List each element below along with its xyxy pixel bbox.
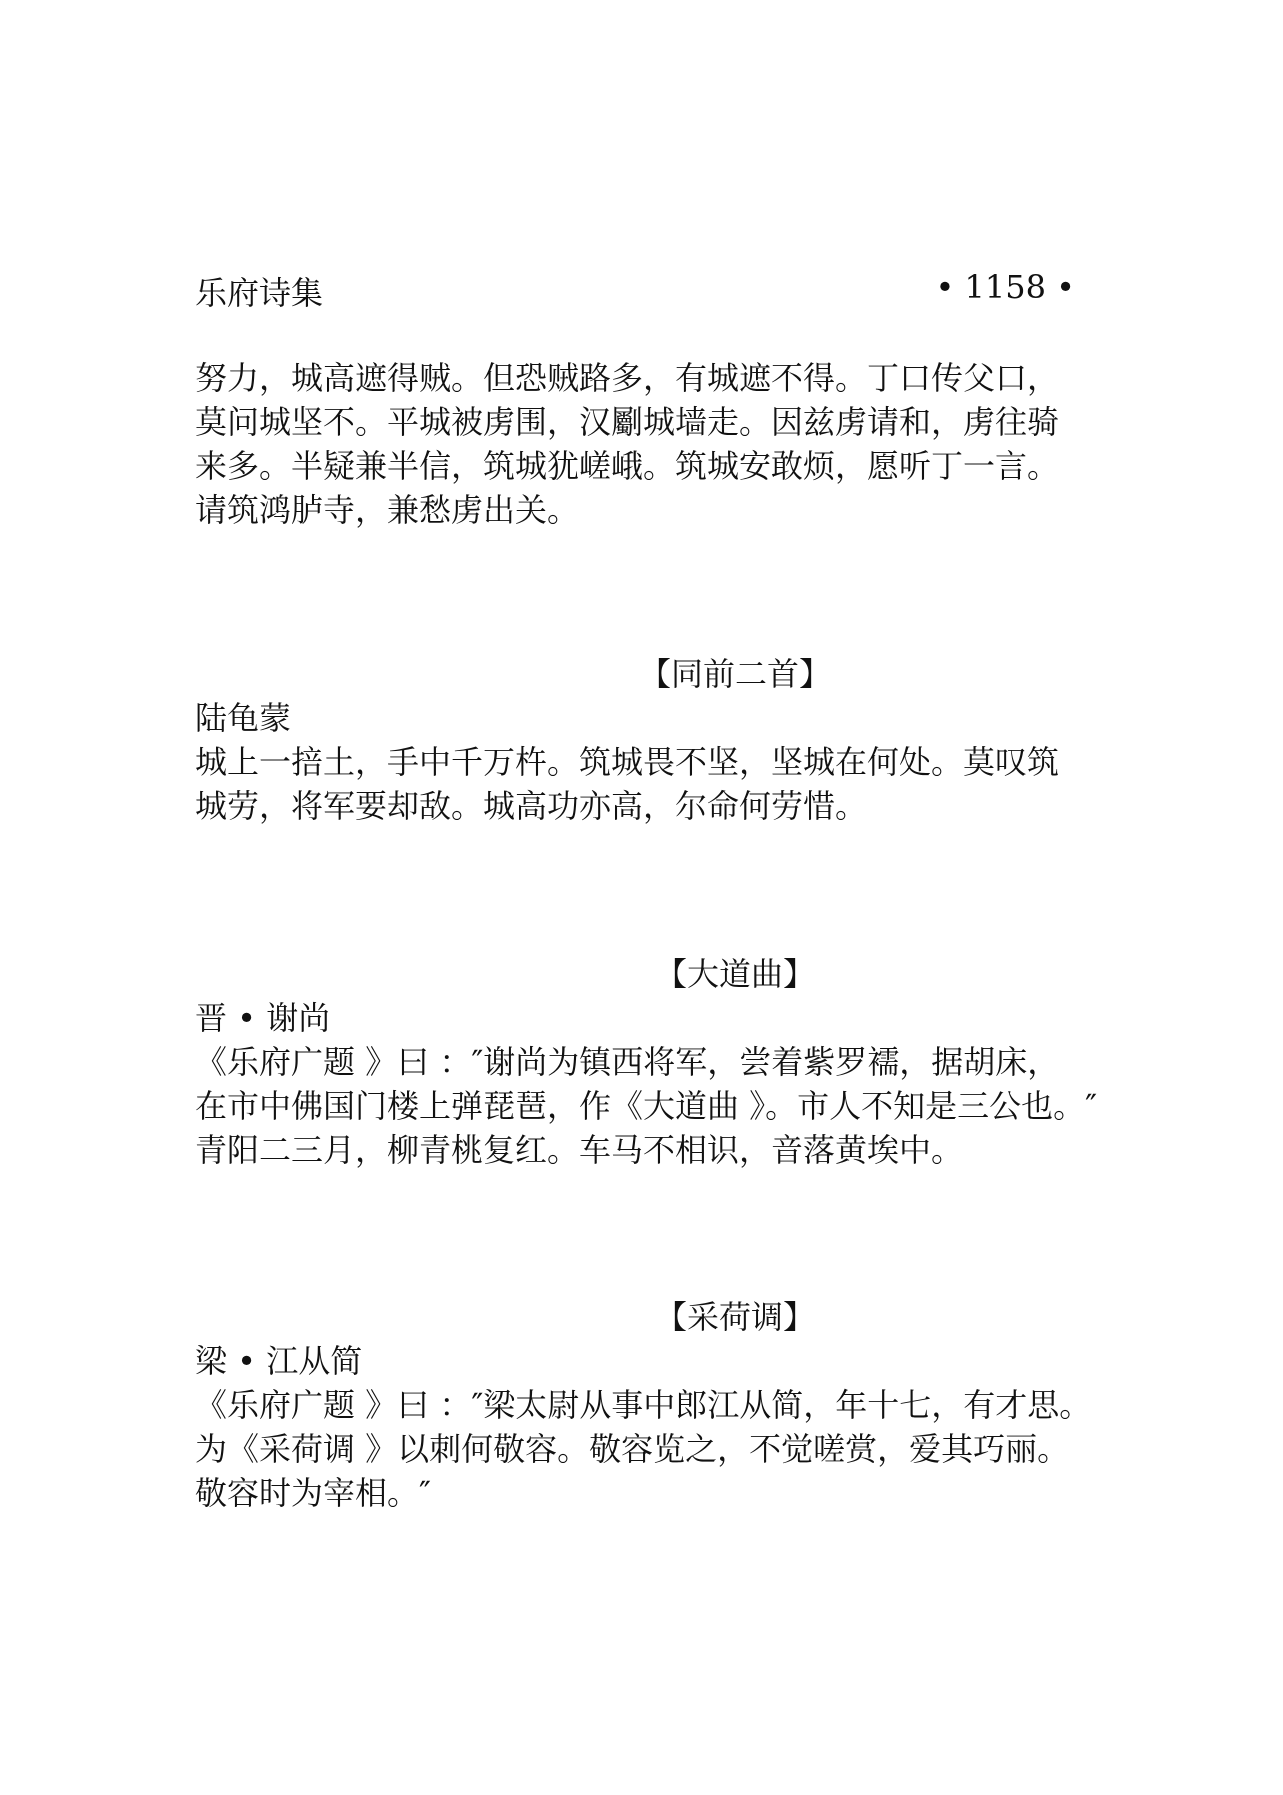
section-author: 晋 • 谢尚 [195,999,331,1037]
text-line: 城劳，将军要却敌。城高功亦高，尔命何劳惜。 [195,787,868,825]
section-author: 陆龟蒙 [195,699,292,737]
text-line: 莫问城坚不。平城被虏围，汉劚城墙走。因兹虏请和，虏往骑 [195,403,1060,441]
section-heading: 【同前二首】 [638,655,831,693]
text-line: 城上一掊土，手中千万杵。筑城畏不坚，坚城在何处。莫叹筑 [195,743,1060,781]
text-line: 《乐府广题 》曰 ：″梁太尉从事中郎江从简，年十七，有才思。 [195,1386,1092,1424]
text-line: 敬容时为宰相。″ [195,1474,431,1512]
text-line: 努力，城高遮得贼。但恐贼路多，有城遮不得。丁口传父口， [195,359,1060,397]
text-line: 来多。半疑兼半信，筑城犹嵯峨。筑城安敢烦，愿听丁一言。 [195,447,1060,485]
book-title: 乐府诗集 [195,274,324,312]
text-line: 《乐府广题 》曰 ：″谢尚为镇西将军，尝着紫罗襦，据胡床， [195,1043,1060,1081]
section-heading: 【大道曲】 [654,955,815,993]
page-number: • 1158 • [935,268,1075,306]
text-line: 请筑鸿胪寺，兼愁虏出关。 [195,491,580,529]
text-line: 为《采荷调 》以刺何敬容。敬容览之，不觉嗟赏，爱其巧丽。 [195,1430,1070,1468]
text-line: 青阳二三月，柳青桃复红。车马不相识，音落黄埃中。 [195,1131,964,1169]
section-author: 梁 • 江从简 [195,1342,363,1380]
section-heading: 【采荷调】 [654,1298,815,1336]
text-line: 在市中佛国门楼上弹琵琶，作《大道曲 》。市人不知是三公也。″ [195,1087,1098,1125]
page-header [195,268,1075,314]
